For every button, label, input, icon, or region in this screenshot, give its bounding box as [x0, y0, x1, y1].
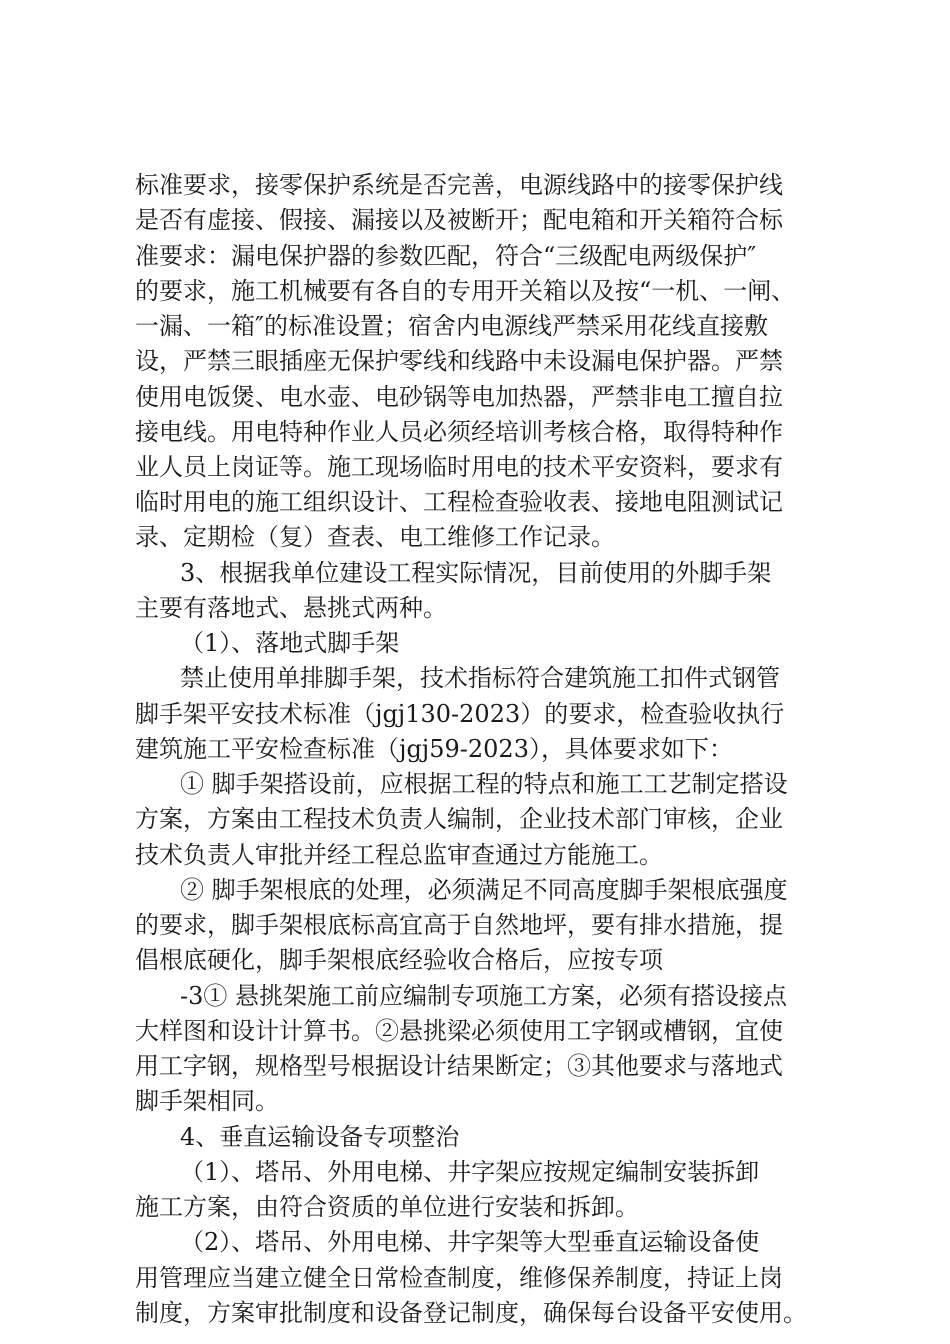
text-line: 大样图和设计计算书。②悬挑梁必须使用工字钢或槽钢，宜使	[135, 1017, 783, 1045]
text-line: 用管理应当建立健全日常检查制度，维修保养制度，持证上岗	[135, 1264, 783, 1292]
text-line: 准要求：漏电保护器的参数匹配，符合“三级配电两级保护″	[135, 242, 757, 270]
text-line: 方案，方案由工程技术负责人编制，企业技术部门审核，企业	[135, 805, 783, 833]
list-item: ② 脚手架根底的处理，必须满足不同高度脚手架根底强度	[180, 876, 788, 904]
text-line: 倡根底硬化，脚手架根底经验收合格后，应按专项	[135, 946, 663, 974]
text-line: 一漏、一箱″的标准设置；宿舍内电源线严禁采用花线直接敷	[135, 312, 768, 340]
section-heading: 3、根据我单位建设工程实际情况，目前使用的外脚手架	[180, 559, 772, 587]
text-line: 脚手架相同。	[135, 1087, 279, 1115]
text-line: 标准要求，接零保护系统是否完善，电源线路中的接零保护线	[135, 171, 783, 199]
text-line: 接电线。用电特种作业人员必须经培训考核合格，取得特种作	[135, 418, 783, 446]
text-line: 临时用电的施工组织设计、工程检查验收表、接地电阻测试记	[135, 488, 783, 516]
subsection-heading: （1）、落地式脚手架	[180, 629, 400, 657]
text-line: 设，严禁三眼插座无保护零线和线路中未设漏电保护器。严禁	[135, 347, 783, 375]
text-line: 的要求，施工机械要有各自的专用开关箱以及按“一机、一闸、	[135, 277, 796, 305]
text-line: 用工字钢，规格型号根据设计结果断定；③其他要求与落地式	[135, 1052, 783, 1080]
text-line: 的要求，脚手架根底标高宜高于自然地坪，要有排水措施，提	[135, 911, 783, 939]
text-line: 制度，方案审批制度和设备登记制度，确保每台设备平安使用。	[135, 1299, 807, 1327]
list-item: （2）、塔吊、外用电梯、井字架等大型垂直运输设备使	[180, 1228, 760, 1256]
list-item: ① 脚手架搭设前，应根据工程的特点和施工工艺制定搭设	[180, 770, 788, 798]
list-item: （1）、塔吊、外用电梯、井字架应按规定编制安装拆卸	[180, 1158, 760, 1186]
text-line: 是否有虚接、假接、漏接以及被断开；配电箱和开关箱符合标	[135, 206, 783, 234]
text-line: 脚手架平安技术标准（jgj130-2023）的要求，检查验收执行	[135, 700, 785, 728]
list-item: -3① 悬挑架施工前应编制专项施工方案，必须有搭设接点	[180, 982, 788, 1010]
section-heading: 4、垂直运输设备专项整治	[180, 1123, 460, 1151]
text-line: 录、定期检（复）查表、电工维修工作记录。	[135, 523, 615, 551]
text-line: 技术负责人审批并经工程总监审查通过方能施工。	[135, 841, 663, 869]
text-line: 主要有落地式、悬挑式两种。	[135, 594, 447, 622]
text-line: 施工方案，由符合资质的单位进行安装和拆卸。	[135, 1193, 639, 1221]
text-line: 使用电饭煲、电水壶、电砂锅等电加热器，严禁非电工擅自拉	[135, 383, 783, 411]
text-line: 禁止使用单排脚手架，技术指标符合建筑施工扣件式钢管	[180, 664, 780, 692]
text-line: 建筑施工平安检查标准（jgj59-2023），具体要求如下：	[135, 735, 733, 763]
text-line: 业人员上岗证等。施工现场临时用电的技术平安资料，要求有	[135, 453, 783, 481]
